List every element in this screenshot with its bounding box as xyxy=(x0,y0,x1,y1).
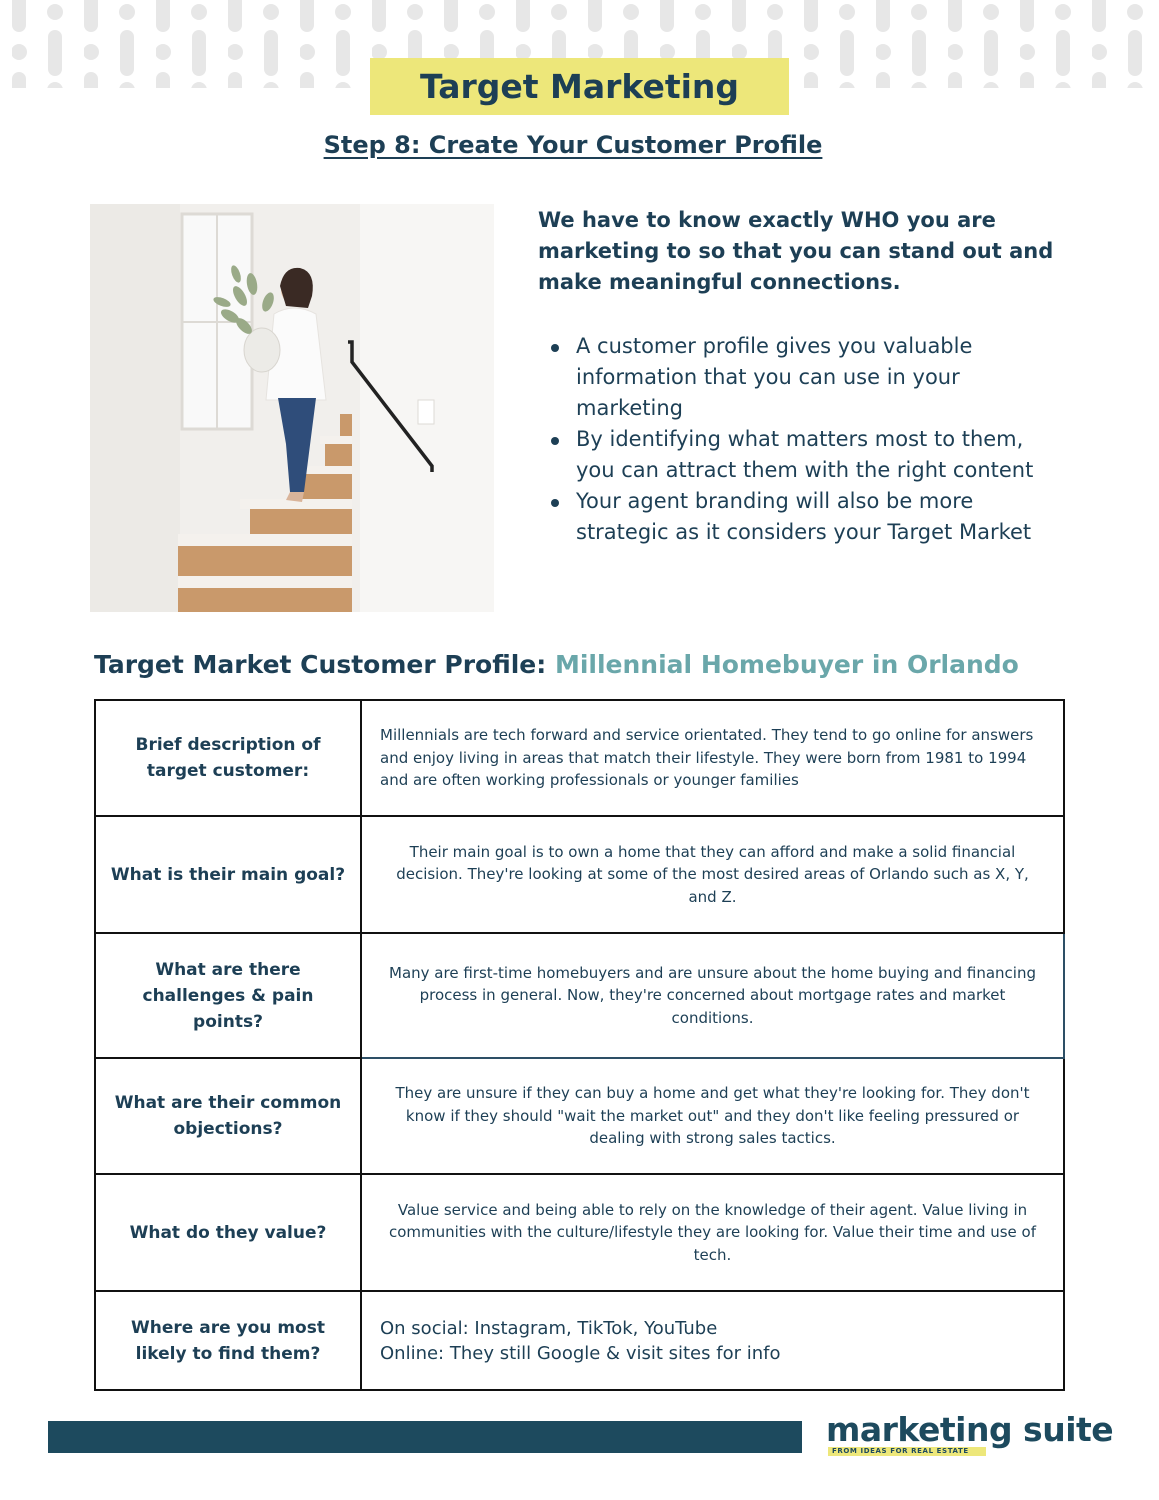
customer-profile-table xyxy=(94,699,1065,1391)
row-question: Brief description of target customer: xyxy=(95,700,361,816)
bullet-item: By identifying what matters most to them, you can attract them with the right content xyxy=(548,424,1068,486)
table-row xyxy=(95,933,1064,1058)
row-answer: They are unsure if they can buy a home and get what they're looking for. They don't know if they should "wait the market out" and they don't like feeling pressured or dealing with strong sales tactics. xyxy=(361,1058,1064,1174)
footer-bar xyxy=(48,1421,802,1453)
bullet-item: A customer profile gives you valuable information that you can use in your marketing xyxy=(548,331,1068,424)
row-answer: Their main goal is to own a home that they can afford and make a solid financial decision. They're looking at some of the most desired areas of Orlando such as X, Y, and Z. xyxy=(361,816,1064,933)
row-answer xyxy=(361,1291,1064,1390)
brand-logo xyxy=(826,1410,1116,1460)
answer-line: On social: Instagram, TikTok, YouTube xyxy=(380,1317,718,1339)
profile-heading-value: Millennial Homebuyer in Orlando xyxy=(554,650,1019,679)
row-question: What are there challenges & pain points? xyxy=(95,933,361,1058)
table-row xyxy=(95,1291,1064,1390)
row-question: What do they value? xyxy=(95,1174,361,1291)
table-row xyxy=(95,1058,1064,1174)
page-title: Target Marketing xyxy=(419,67,740,106)
row-answer: Value service and being able to rely on the knowledge of their agent. Value living in communities with the culture/lifestyle they are looking for. Value their time and use of tech. xyxy=(361,1174,1064,1291)
row-answer: Millennials are tech forward and service orientated. They tend to go online for answers and enjoy living in areas that match their lifestyle. They were born from 1981 to 1994 and are often working professionals or younger families xyxy=(361,700,1064,816)
answer-line: Online: They still Google & visit sites for info xyxy=(380,1342,781,1364)
woman-on-stairs-photo xyxy=(90,204,494,612)
profile-heading xyxy=(94,650,1019,679)
intro-statement: We have to know exactly WHO you are marketing to so that you can stand out and make meaningful connections. xyxy=(538,208,1054,294)
bullet-item: Your agent branding will also be more strategic as it considers your Target Market xyxy=(548,486,1068,548)
step-title: Step 8: Create Your Customer Profile xyxy=(323,131,823,159)
row-question: Where are you most likely to find them? xyxy=(95,1291,361,1390)
table-row xyxy=(95,700,1064,816)
brand-name: marketing suite xyxy=(826,1410,1114,1449)
row-question: What are their common objections? xyxy=(95,1058,361,1174)
benefit-bullet-list xyxy=(548,331,1068,548)
row-answer: Many are first-time homebuyers and are unsure about the home buying and financing process in general. Now, they're concerned about mortgage rates and market conditions. xyxy=(361,933,1064,1058)
profile-heading-label: Target Market Customer Profile: xyxy=(94,650,547,679)
brand-tagline: FROM IDEAS FOR REAL ESTATE xyxy=(832,1447,969,1455)
table-row xyxy=(95,1174,1064,1291)
row-question: What is their main goal? xyxy=(95,816,361,933)
table-row xyxy=(95,816,1064,933)
